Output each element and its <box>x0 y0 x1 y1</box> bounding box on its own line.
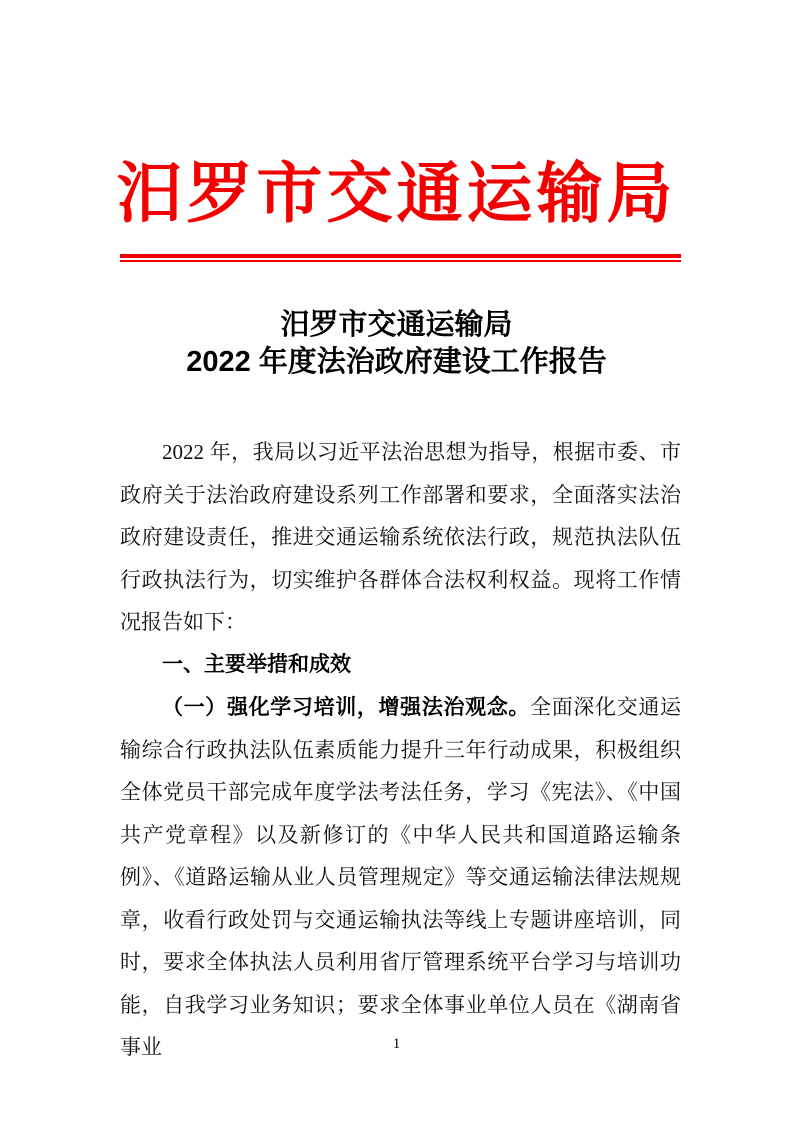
document-title <box>0 307 793 381</box>
letterhead-divider <box>120 254 681 262</box>
paragraph-section-1-lead: （一）强化学习培训，增强法治观念。 <box>162 695 531 719</box>
paragraph-section-1 <box>120 686 681 1069</box>
paragraph-intro: 2022 年，我局以习近平法治思想为指导，根据市委、市政府关于法治政府建设系列工作部署和要求，全面落实法治政府建设责任，推进交通运输系统依法行政，规范执法队伍行政执法行为，切实维护各群体合法权利权益。现将工作情况报告如下： <box>120 440 681 634</box>
document-body <box>120 431 681 1069</box>
paragraph-section-1-text: 全面深化交通运输综合行政执法队伍素质能力提升三年行动成果，积极组织全体党员干部完成年度学法考法任务，学习《宪法》、《中国共产党章程》以及新修订的《中华人民共和国道路运输条例》、《道路运输从业人员管理规定》等交通运输法律法规规章，收看行政处罚与交通运输执法等线上专题讲座培训，同时，要求全体执法人员利用省厅管理系统平台学习与培训功能，自我学习业务知识；要求全体事业单位人员在《湖南省事业 <box>120 695 682 1059</box>
letterhead-agency-name: 汨罗市交通运输局 <box>116 156 677 230</box>
page-number: 1 <box>392 1036 401 1052</box>
document-title-line1: 汨罗市交通运输局 <box>280 309 513 341</box>
document-title-line2: 2022 年度法治政府建设工作报告 <box>186 346 607 378</box>
section-heading-1: 一、主要举措和成效 <box>162 652 351 676</box>
